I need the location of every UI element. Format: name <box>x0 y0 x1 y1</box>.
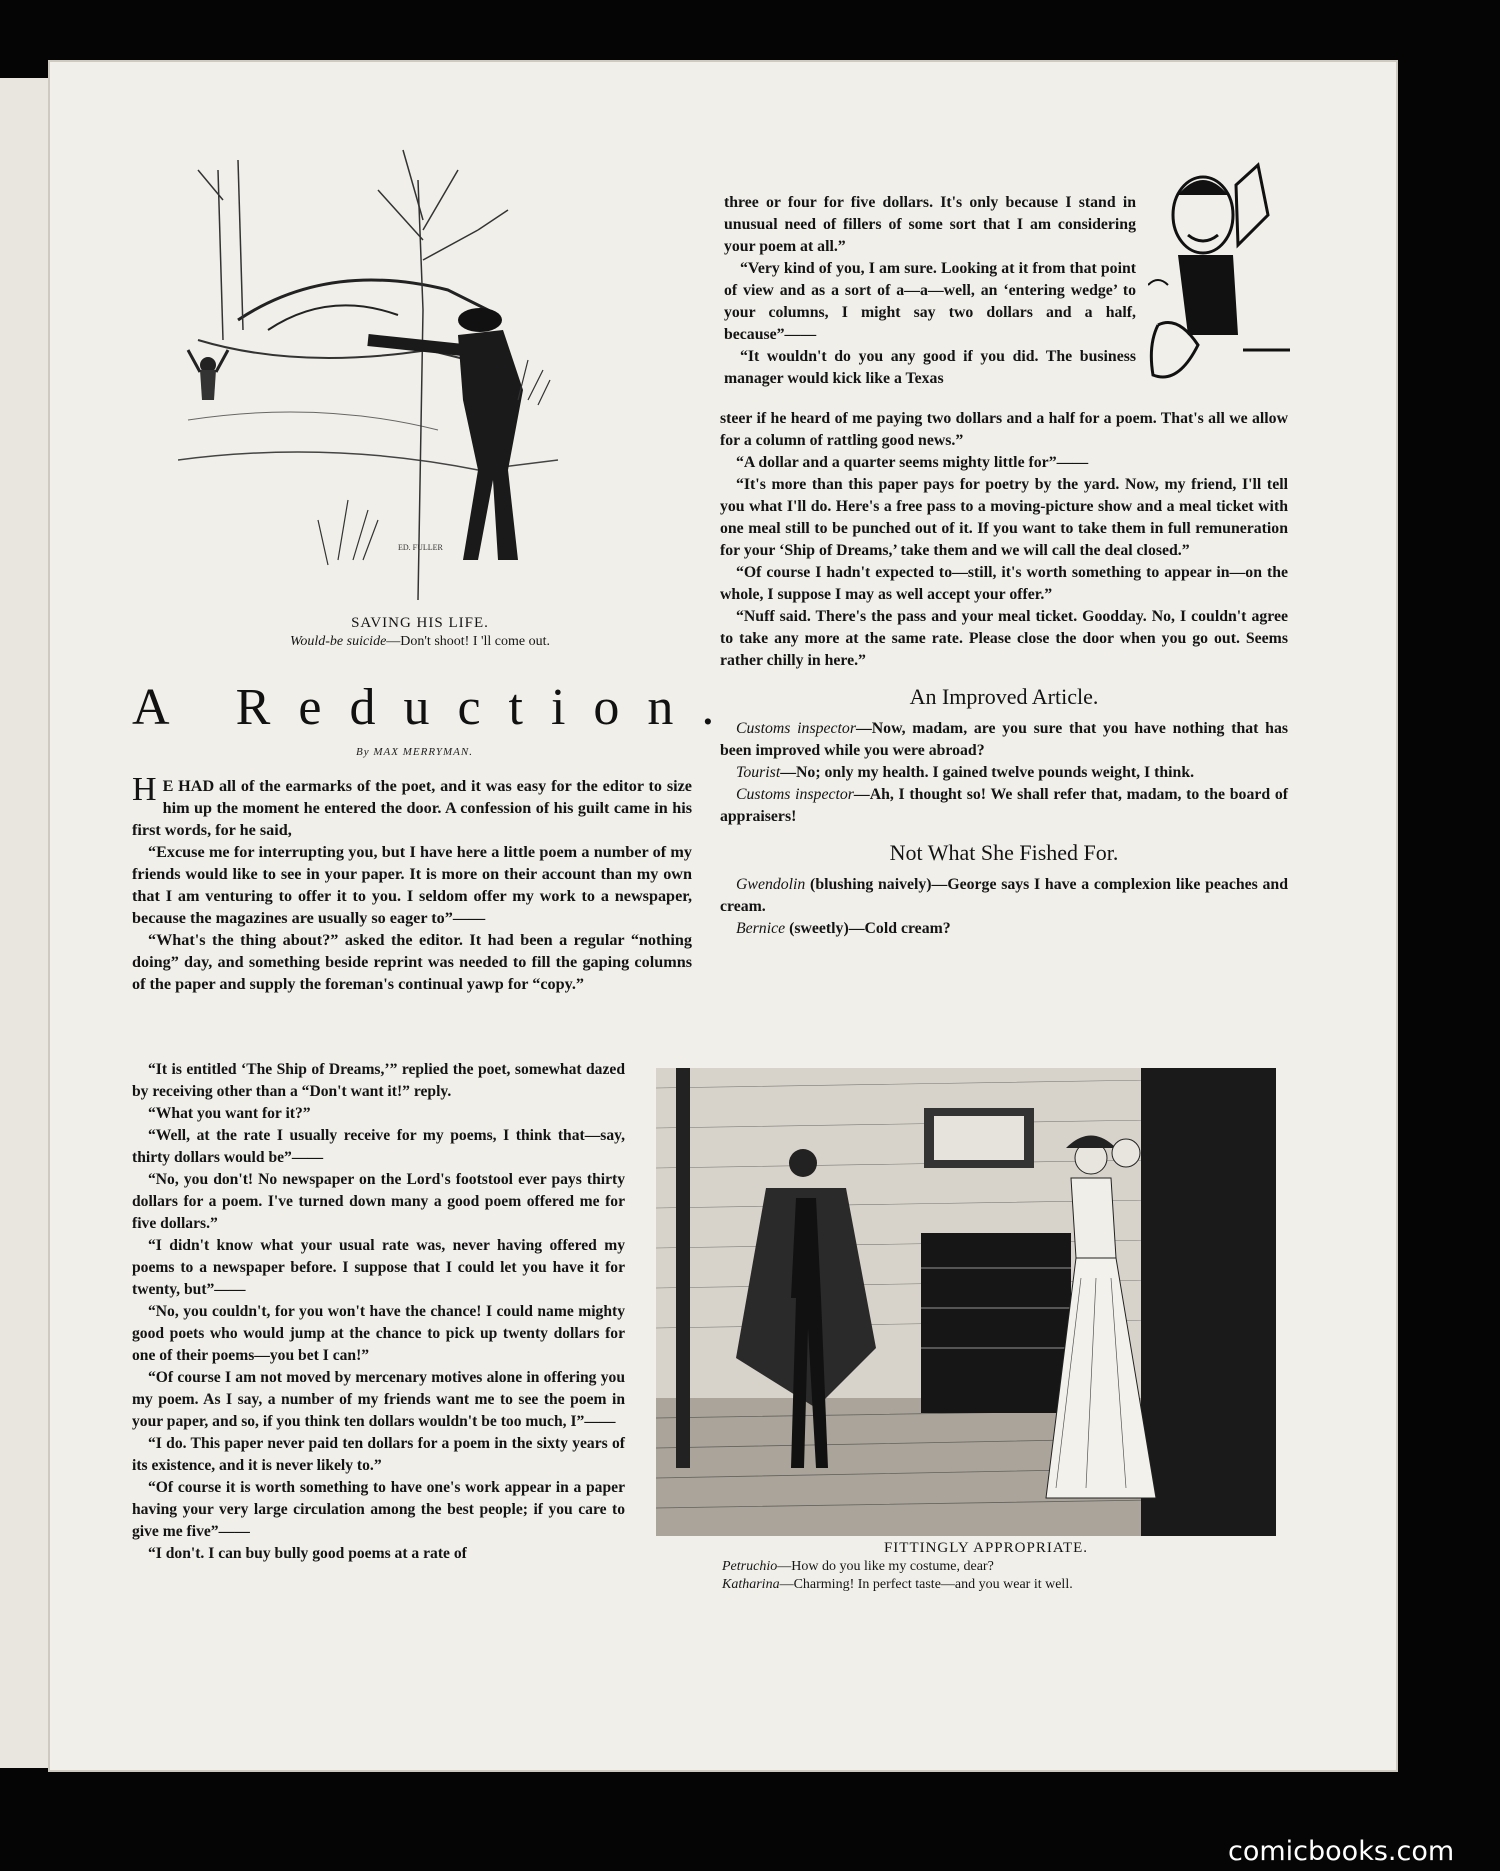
story-paragraph: “It's more than this paper pays for poetry by the yard. Now, my friend, I'll tell you what I'll do. Here's a free pass to a moving-picture show and a meal ticket with one meal still to be punched out of it. If you want to take them in full remuneration for your ‘Ship of Dreams,’ take them and we will call the deal closed.” <box>720 476 1288 559</box>
story-paragraph: “No, you couldn't, for you won't have the chance! I could name mighty good poets who would jump at the chance to pick up twenty dollars for one of their poems—you bet I can!” <box>132 1303 625 1364</box>
story-paragraph: “Of course it is worth something to have one's work appear in a paper having your very large circulation among the best people; if you care to give me five”—— <box>132 1479 625 1540</box>
improved-article-heading: An Improved Article. <box>909 684 1099 709</box>
editor-cartoon <box>1148 155 1290 395</box>
policeman-figure <box>368 308 523 560</box>
bottom-caption-line-2: Katharina—Charming! In perfect taste—and you wear it well. <box>722 1577 1073 1592</box>
story-paragraph: “It wouldn't do you any good if you did. The business manager would kick like a Texas <box>724 348 1136 387</box>
story-paragraph: “I do. This paper never paid ten dollars for a poem in the sixty years of its existence, and it is never likely to.” <box>132 1435 625 1474</box>
right-column-full <box>720 408 1288 940</box>
story-paragraph: “A dollar and a quarter seems mighty little for”—— <box>736 454 1089 471</box>
winter-scene-drawing <box>178 140 620 610</box>
story-paragraph: “Of course I am not moved by mercenary motives alone in offering you my poem. As I say, a number of my friends want me to see the poem in your paper, and so, if you think ten dollars wouldn't be too much, I”—— <box>132 1369 625 1430</box>
editor-cartoon-drawing <box>1148 155 1290 395</box>
story-paragraph: steer if he heard of me paying two dollars and a half for a poem. That's all we allow for a column of rattling good news.” <box>720 410 1288 449</box>
joke-line: Customs inspector—Now, madam, are you sure that you have nothing that has been improved while you were abroad? <box>720 720 1288 759</box>
bottom-caption <box>722 1540 1250 1593</box>
story-paragraph: three or four for five dollars. It's only because I stand in unusual need of fillers of some sort that I am considering your poem at all.” <box>724 194 1136 255</box>
bottom-caption-line-1: Petruchio—How do you like my costume, dear? <box>722 1559 994 1574</box>
visible-bottom-illustration <box>656 1068 1276 1536</box>
top-caption-speaker: Would-be suicide <box>289 634 387 649</box>
man-in-water <box>188 350 228 400</box>
story-paragraph: “Well, at the rate I usually receive for my poems, I think that—say, thirty dollars would be”—— <box>132 1127 625 1166</box>
story-paragraph: “No, you don't! No newspaper on the Lord's footstool ever pays thirty dollars for a poem. I've turned down many a good poem offered me for five dollars.” <box>132 1171 625 1232</box>
joke-line: Gwendolin (blushing naively)—George says I have a complexion like peaches and cream. <box>720 876 1288 915</box>
story-byline: By MAX MERRYMAN. <box>356 746 473 758</box>
fished-for-heading: Not What She Fished For. <box>889 840 1119 865</box>
story-paragraph: “Very kind of you, I am sure. Looking at it from that point of view and as a sort of a—a—well, an ‘entering wedge’ to your columns, I might say two dollars and a half, because”—— <box>724 260 1136 343</box>
story-paragraph: “What's the thing about?” asked the editor. It had been a regular “nothing doing” day, and something beside reprint was needed to fill the gaping columns of the paper and supply the foreman's continual yawp for “copy.” <box>132 931 692 993</box>
joke-line: Tourist—No; only my health. I gained twelve pounds weight, I think. <box>736 764 1195 781</box>
site-watermark: comicbooks.com <box>1228 1836 1455 1867</box>
top-caption <box>200 615 640 650</box>
artist-signature: ED. FULLER <box>398 543 443 552</box>
story-paragraph: “I don't. I can buy bully good poems at a rate of <box>148 1545 467 1562</box>
story-paragraph: “It is entitled ‘The Ship of Dreams,’” replied the poet, somewhat dazed by receiving other than a “Don't want it!” reply. <box>132 1061 625 1100</box>
left-column-full <box>132 771 692 995</box>
joke-line: Bernice (sweetly)—Cold cream? <box>736 920 951 937</box>
story-paragraph: “Nuff said. There's the pass and your meal ticket. Goodday. No, I couldn't agree to take any more at the same rate. Please close the door when you go out. Seems rather chilly in here.” <box>720 608 1288 669</box>
story-paragraph: “Of course I hadn't expected to—still, it's worth something to appear in—on the whole, I suppose I may as well accept your offer.” <box>720 564 1288 603</box>
story-paragraph: “I didn't know what your usual rate was, never having offered my poems to a newspaper before. I suppose that I could let you have it for twenty, but”—— <box>132 1237 625 1298</box>
top-caption-line <box>200 634 640 650</box>
left-page-edge <box>0 78 48 1768</box>
story-title: A Reduction. <box>132 679 743 736</box>
story-paragraph: “What you want for it?” <box>148 1105 311 1122</box>
left-column-narrow <box>132 1059 625 1565</box>
bottom-caption-title: FITTINGLY APPROPRIATE. <box>883 1540 1089 1556</box>
dropcap: H <box>132 771 157 808</box>
joke-line: Customs inspector—Ah, I thought so! We shall refer that, madam, to the board of appraisers! <box>720 786 1288 825</box>
top-caption-text: —Don't shoot! I 'll come out. <box>386 634 550 649</box>
top-illustration <box>178 140 620 610</box>
first-paragraph: H E HAD all of the earmarks of the poet, and it was easy for the editor to size him up the moment he entered the door. A confession of his guilt came in his first words, for he said, <box>132 771 692 839</box>
right-column-narrow <box>724 192 1136 390</box>
top-caption-title: SAVING HIS LIFE. <box>351 615 489 631</box>
bedroom-scene-drawing <box>656 1068 1276 1536</box>
story-paragraph: “Excuse me for interrupting you, but I have here a little poem a number of my friends would like to see in your paper. It is more on their account than my own that I am venturing to offer it to you. I seldom offer my work to a newspaper, because the magazines are usually so eager to”—— <box>132 843 692 927</box>
